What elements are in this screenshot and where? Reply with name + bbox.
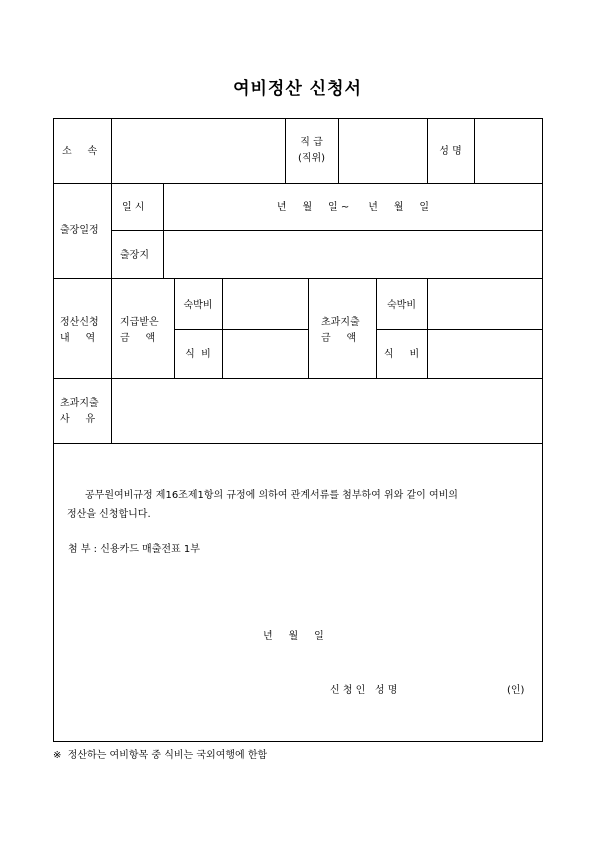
column-divider [174, 278, 175, 378]
paid-amount-sub-label: 금 액 [120, 333, 156, 344]
statement-line-1: 공무원여비규정 제16조제1항의 규정에 의하여 관계서류를 첨부하여 위와 같이 여비의 [85, 490, 458, 501]
row-divider [53, 183, 543, 184]
column-divider [474, 118, 475, 183]
row-divider [53, 278, 543, 279]
excess-reason-label: 초과지출 [60, 398, 99, 409]
settlement-sub-label: 내 역 [60, 333, 96, 344]
row-divider [53, 378, 543, 379]
paid-amount-label: 지급받은 [120, 317, 159, 328]
date-range: 년 월 일 ~ 년 월 일 [276, 202, 430, 213]
column-divider [338, 118, 339, 183]
application-date: 년 월 일 [263, 631, 324, 642]
trip-place-label: 출장지 [120, 250, 149, 261]
statement-line-2: 정산을 신청합니다. [67, 509, 151, 520]
footnote: ※ 정산하는 여비항목 중 식비는 국외여행에 한함 [53, 750, 268, 761]
date-label: 일 시 [122, 202, 145, 213]
position-label: 직 급 [300, 137, 323, 148]
applicant-label: 신 청 인 성 명 [330, 685, 398, 696]
column-divider [427, 278, 428, 378]
row-divider [376, 329, 543, 330]
column-divider [163, 183, 164, 278]
lodging-label: 숙박비 [183, 300, 213, 311]
position-sub-label: (직위) [297, 153, 326, 164]
seal-mark: (인) [507, 685, 525, 696]
column-divider [285, 118, 286, 183]
column-divider [308, 278, 309, 378]
row-divider [174, 329, 308, 330]
column-divider [111, 118, 112, 443]
attachment-text: 첨 부 : 신용카드 매출전표 1부 [68, 544, 200, 555]
row-divider [111, 230, 543, 231]
name-label: 성 명 [439, 146, 462, 157]
column-divider [222, 278, 223, 378]
settlement-label: 정산신청 [60, 317, 99, 328]
trip-period-label: 출장일정 [60, 225, 99, 236]
row-divider [53, 443, 543, 444]
meal-label: 식 비 [185, 349, 211, 360]
affiliation-label: 소 속 [62, 146, 98, 157]
excess-reason-sub-label: 사 유 [60, 414, 96, 425]
lodging2-label: 숙박비 [387, 300, 416, 311]
excess-amount-sub-label: 금 액 [321, 333, 357, 344]
form-title: 여비정산 신청서 [233, 79, 362, 99]
column-divider [376, 278, 377, 378]
meal2-label: 식 비 [383, 349, 420, 360]
excess-amount-label: 초과지출 [321, 317, 360, 328]
